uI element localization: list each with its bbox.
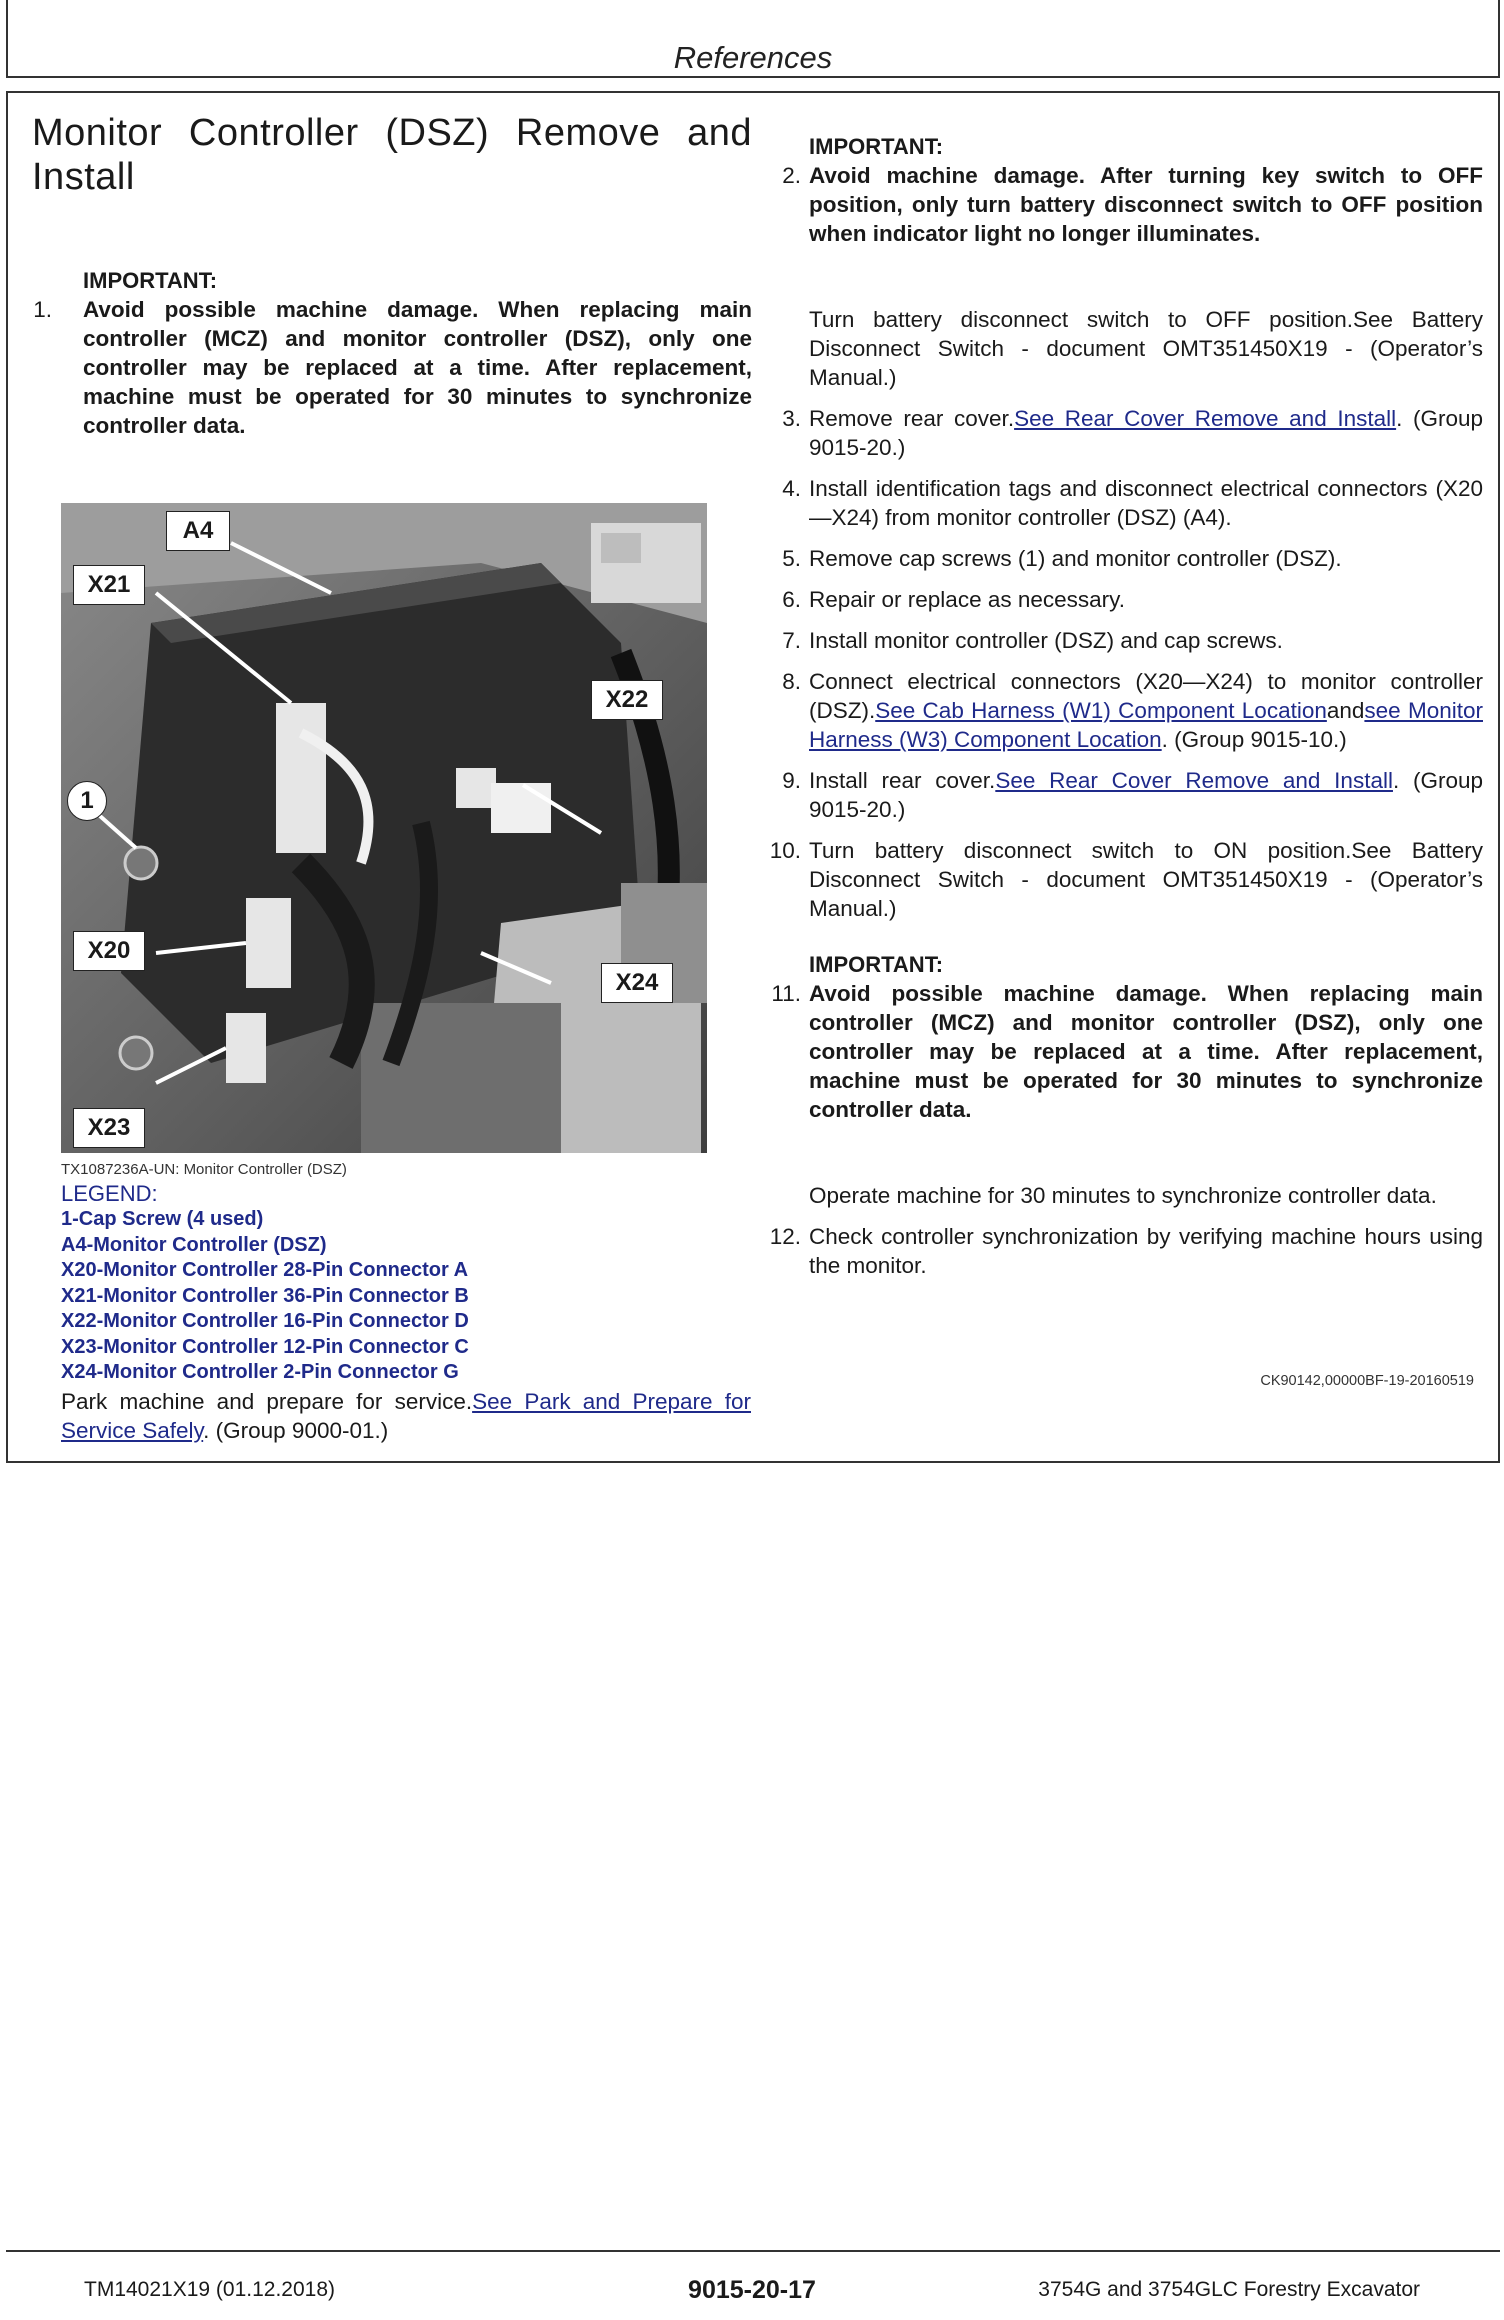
- monitor-harness-link[interactable]: see Monitor Harness (W3) Component Location: [809, 698, 1483, 752]
- step-number: 6.: [782, 587, 801, 612]
- callout-x24: X24: [601, 963, 673, 1003]
- park-instruction: [61, 1387, 751, 1445]
- step-number: 3.: [782, 406, 801, 431]
- connector-x23: [226, 1013, 266, 1083]
- legend-title: LEGEND:: [61, 1181, 158, 1206]
- legend: [61, 1181, 721, 1386]
- page-header-title: References: [673, 40, 833, 75]
- step-4: [763, 474, 1483, 532]
- connector-x22: [456, 768, 496, 808]
- step-text: Avoid machine damage. After turning key switch to OFF position, only turn battery disconnect switch to OFF position when indicator light no longer illuminates.: [809, 163, 1483, 246]
- operate-instruction: Operate machine for 30 minutes to synchronize controller data.: [809, 1183, 1437, 1208]
- step-number: 2.: [782, 163, 801, 188]
- callout-x23: X23: [73, 1108, 145, 1148]
- callout-a4: A4: [166, 511, 230, 551]
- step-12: [763, 1222, 1483, 1280]
- connector-x21: [276, 703, 326, 853]
- step-number: 5.: [782, 546, 801, 571]
- step-text: Install identification tags and disconnect electrical connectors (X20—X24) from monitor controller (DSZ) (A4).: [809, 476, 1483, 530]
- step-1: [32, 295, 752, 440]
- step-number: 10.: [769, 838, 801, 863]
- step-5: [763, 544, 1483, 573]
- step-text: Repair or replace as necessary.: [809, 587, 1125, 612]
- step-7: [763, 626, 1483, 655]
- right-column: [763, 133, 1483, 1280]
- callout-x22: X22: [591, 680, 663, 720]
- connector-x20: [246, 898, 291, 988]
- step-6: [763, 585, 1483, 614]
- left-column: [32, 111, 752, 440]
- footer-page-number: 9015-20-17: [688, 2276, 816, 2304]
- cab-harness-link[interactable]: See Cab Harness (W1) Component Location: [875, 698, 1327, 723]
- legend-item: X20-Monitor Controller 28-Pin Connector A: [61, 1259, 469, 1281]
- park-prepare-link[interactable]: See Park and Prepare for Service Safely: [61, 1389, 751, 1443]
- step-text: Connect electrical connectors (X20—X24) to monitor controller (DSZ).: [809, 669, 1483, 723]
- important-label: IMPORTANT:: [83, 268, 218, 293]
- callout-1: 1: [67, 781, 107, 821]
- step-8: [763, 667, 1483, 754]
- step-text: Remove cap screws (1) and monitor controller (DSZ).: [809, 546, 1342, 571]
- rear-cover-link[interactable]: See Rear Cover Remove and Install: [995, 768, 1393, 793]
- footer-divider: [6, 2250, 1500, 2252]
- legend-item: X24-Monitor Controller 2-Pin Connector G: [61, 1361, 459, 1383]
- legend-item: X23-Monitor Controller 12-Pin Connector C: [61, 1335, 469, 1358]
- step-text: Install monitor controller (DSZ) and cap screws.: [809, 628, 1283, 653]
- step-number: 11.: [771, 981, 801, 1006]
- step-suffix: . (Group 9015-20.): [809, 768, 1483, 822]
- document-id: CK90142,00000BF-19-20160519: [1260, 1373, 1474, 1389]
- callout-x21: X21: [73, 565, 145, 605]
- step-text: Check controller synchronization by verifying machine hours using the monitor.: [809, 1224, 1483, 1278]
- step-number: 12.: [769, 1224, 801, 1249]
- controller-illustration: [61, 503, 707, 1153]
- important-label: IMPORTANT:: [809, 134, 944, 159]
- park-suffix: . (Group 9000-01.): [203, 1418, 389, 1443]
- footer-machine-name: 3754G and 3754GLC Forestry Excavator: [1038, 2278, 1420, 2301]
- turn-off-instruction: Turn battery disconnect switch to OFF position.See Battery Disconnect Switch - document OMT351450X19 - (Operator’s Manual.): [809, 307, 1483, 390]
- legend-item: A4-Monitor Controller (DSZ): [61, 1233, 327, 1256]
- step-and: and: [1326, 698, 1365, 723]
- content-box: [6, 91, 1500, 1463]
- footer-manual-id: TM14021X19 (01.12.2018): [84, 2278, 336, 2301]
- step-number: 9.: [782, 768, 801, 793]
- callout-x20: X20: [73, 931, 145, 971]
- legend-item: X22-Monitor Controller 16-Pin Connector D: [61, 1310, 469, 1332]
- step-text: Turn battery disconnect switch to ON position.See Battery Disconnect Switch - document OMT351450X19 - (Operator’s Manual.): [809, 838, 1483, 921]
- park-text: Park machine and prepare for service.: [61, 1389, 473, 1414]
- step-number: 8.: [782, 669, 801, 694]
- step-number: 1.: [33, 297, 52, 322]
- step-text: Install rear cover.: [809, 768, 996, 793]
- step-suffix: . (Group 9015-20.): [809, 406, 1484, 460]
- cap-screw: [125, 847, 157, 879]
- monitor-controller-photo: [61, 503, 707, 1153]
- important-label: IMPORTANT:: [809, 952, 944, 977]
- step-10: [763, 836, 1483, 923]
- step-2: [763, 161, 1483, 248]
- rear-cover-link[interactable]: See Rear Cover Remove and Install: [1014, 406, 1397, 431]
- page-header: [6, 0, 1500, 78]
- step-text: Avoid possible machine damage. When replacing main controller (MCZ) and monitor controller (DSZ), only one controller may be replaced at a time. After replacement, machine must be operated for 30 minutes to synchronize controller data.: [809, 981, 1483, 1122]
- section-title: Monitor Controller (DSZ) Remove and Install: [32, 112, 752, 198]
- step-11: [763, 979, 1483, 1124]
- step-text: Remove rear cover.: [809, 406, 1015, 431]
- legend-item: X21-Monitor Controller 36-Pin Connector B: [61, 1284, 469, 1307]
- legend-item: 1-Cap Screw (4 used): [61, 1208, 264, 1230]
- step-3: [763, 404, 1483, 462]
- step-suffix: . (Group 9015-10.): [1161, 727, 1347, 752]
- figure-caption: TX1087236A-UN: Monitor Controller (DSZ): [61, 1161, 347, 1178]
- step-text: Avoid possible machine damage. When replacing main controller (MCZ) and monitor controller (DSZ), only one controller may be replaced at a time. After replacement, machine must be operated for 30 minutes to synchronize controller data.: [83, 297, 752, 438]
- step-number: 7.: [782, 628, 801, 653]
- step-number: 4.: [782, 476, 801, 501]
- cap-screw: [120, 1037, 152, 1069]
- step-9: [763, 766, 1483, 824]
